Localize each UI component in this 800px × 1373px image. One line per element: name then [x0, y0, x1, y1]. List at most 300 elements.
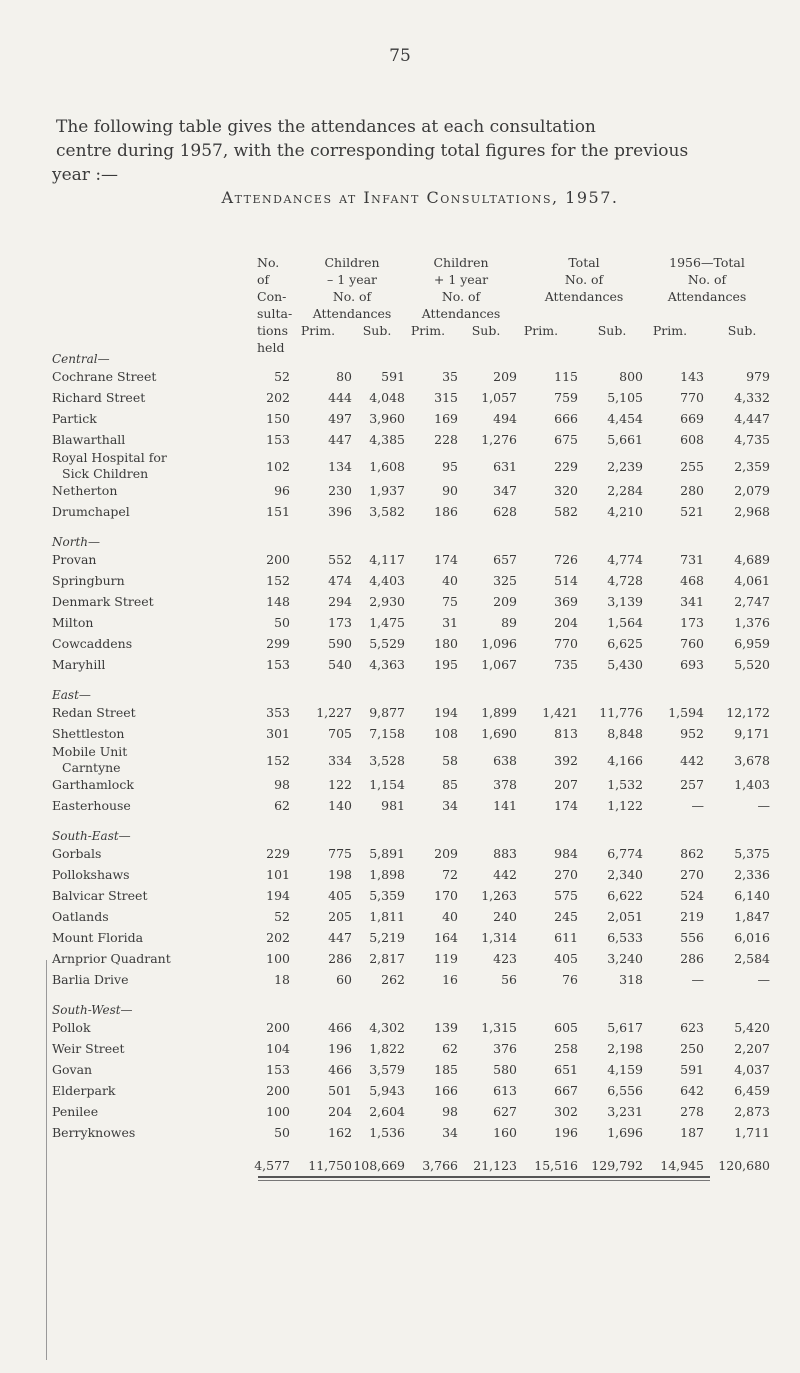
row-label-continued: Carntyne [62, 760, 121, 775]
cell-value: 230 [328, 483, 352, 498]
header-consultations-1: of [257, 272, 270, 287]
cell-value: 100 [266, 1104, 290, 1119]
cell-value: 258 [554, 1041, 578, 1056]
cell-value: 174 [434, 552, 458, 567]
cell-value: 497 [328, 411, 352, 426]
header-children-over-0: Children [433, 255, 489, 270]
cell-value: 278 [680, 1104, 704, 1119]
cell-value: 153 [266, 1062, 290, 1077]
cell-value: 1,403 [734, 777, 770, 792]
page-number: 75 [389, 46, 411, 66]
table-title-text: Attendances at Infant Consultations, 1957. [221, 188, 619, 207]
cell-value: 229 [554, 459, 578, 474]
cell-value: 90 [442, 483, 458, 498]
row-label: Richard Street [52, 390, 146, 405]
cell-value: 102 [266, 459, 290, 474]
row-label: Drumchapel [52, 504, 130, 519]
total-value: 15,516 [534, 1158, 578, 1173]
cell-value: 98 [442, 1104, 458, 1119]
cell-value: 169 [434, 411, 458, 426]
cell-value: 35 [442, 369, 458, 384]
cell-value: 1,532 [607, 777, 643, 792]
cell-value: 141 [493, 798, 517, 813]
table-row [0, 573, 800, 591]
cell-value: 140 [328, 798, 352, 813]
cell-value: 1,067 [481, 657, 517, 672]
header-sub-prim-2: Prim. [410, 323, 446, 338]
cell-value: 98 [274, 777, 290, 792]
cell-value: 4,735 [734, 432, 770, 447]
cell-value: 229 [266, 846, 290, 861]
cell-value: 474 [328, 573, 352, 588]
cell-value: 11,776 [599, 705, 643, 720]
cell-value: 1,594 [668, 705, 704, 720]
cell-value: 301 [266, 726, 290, 741]
row-label: Cowcaddens [52, 636, 133, 651]
row-label: Provan [52, 552, 97, 567]
cell-value: 6,959 [734, 636, 770, 651]
intro-line-2: centre during 1957, with the corresponding total figures for the previous [56, 141, 689, 161]
cell-value: 1,154 [369, 777, 405, 792]
cell-value: 540 [328, 657, 352, 672]
total-value: 3,766 [422, 1158, 458, 1173]
table-row [0, 1062, 800, 1080]
table-row [0, 411, 800, 429]
cell-value: 1,276 [481, 432, 517, 447]
cell-value: 286 [328, 951, 352, 966]
cell-value: 196 [328, 1041, 352, 1056]
cell-value: 280 [680, 483, 704, 498]
cell-value: 1,711 [734, 1125, 770, 1140]
table-row [0, 432, 800, 450]
cell-value: 286 [680, 951, 704, 966]
row-label: Redan Street [52, 705, 136, 720]
cell-value: 153 [266, 657, 290, 672]
header-sub-sub-3: Sub. [471, 323, 501, 338]
section-heading: South-West— [52, 1003, 133, 1017]
cell-value: 2,207 [734, 1041, 770, 1056]
cell-value: 31 [442, 615, 458, 630]
cell-value: 442 [680, 753, 704, 768]
header-children-under-1: – 1 year [326, 272, 378, 287]
table-row [0, 369, 800, 387]
cell-value: 5,891 [369, 846, 405, 861]
cell-value: 7,158 [369, 726, 405, 741]
cell-value: 270 [680, 867, 704, 882]
cell-value: 2,284 [607, 483, 643, 498]
cell-value: 6,533 [607, 930, 643, 945]
cell-value: 442 [493, 867, 517, 882]
cell-value: 4,037 [734, 1062, 770, 1077]
row-label: Cochrane Street [52, 369, 157, 384]
cell-value: 9,171 [734, 726, 770, 741]
cell-value: 582 [554, 504, 578, 519]
total-rule-thin [258, 1180, 710, 1181]
cell-value: 50 [274, 615, 290, 630]
total-value: 4,577 [254, 1158, 290, 1173]
cell-value: 444 [328, 390, 352, 405]
cell-value: 4,166 [607, 753, 643, 768]
cell-value: 60 [336, 972, 352, 987]
cell-value: 4,159 [607, 1062, 643, 1077]
cell-value: 8,848 [607, 726, 643, 741]
cell-value: 3,678 [734, 753, 770, 768]
cell-value: 52 [274, 369, 290, 384]
table-row [0, 726, 800, 744]
table-row [0, 846, 800, 864]
cell-value: 50 [274, 1125, 290, 1140]
total-value: 14,945 [660, 1158, 704, 1173]
cell-value: 187 [680, 1125, 704, 1140]
cell-value: 813 [554, 726, 578, 741]
cell-value: 1,263 [481, 888, 517, 903]
cell-value: 1,096 [481, 636, 517, 651]
cell-value: 204 [328, 1104, 352, 1119]
cell-value: 200 [266, 552, 290, 567]
header-sub-prim-0: Prim. [300, 323, 336, 338]
cell-value: 202 [266, 390, 290, 405]
table-row [0, 1125, 800, 1143]
cell-value: 4,447 [734, 411, 770, 426]
cell-value: 1,696 [607, 1125, 643, 1140]
cell-value: 104 [266, 1041, 290, 1056]
cell-value: 675 [554, 432, 578, 447]
cell-value: 139 [434, 1020, 458, 1035]
row-label: Balvicar Street [52, 888, 148, 903]
cell-value: 6,622 [607, 888, 643, 903]
cell-value: 152 [266, 573, 290, 588]
cell-value: 6,625 [607, 636, 643, 651]
cell-value: 3,528 [369, 753, 405, 768]
cell-value: 5,943 [369, 1083, 405, 1098]
cell-value: 56 [501, 972, 517, 987]
cell-value: 95 [442, 459, 458, 474]
cell-value: 5,359 [369, 888, 405, 903]
cell-value: 219 [680, 909, 704, 924]
header-total-0: Total [568, 255, 600, 270]
header-children-under-0: Children [324, 255, 380, 270]
section-heading: East— [52, 688, 91, 702]
cell-value: 1,227 [316, 705, 352, 720]
cell-value: 1,899 [481, 705, 517, 720]
table-row [0, 1104, 800, 1122]
cell-value: 58 [442, 753, 458, 768]
cell-value: 623 [680, 1020, 704, 1035]
cell-value: 52 [274, 909, 290, 924]
cell-value: 760 [680, 636, 704, 651]
table-row [0, 594, 800, 612]
cell-value: 4,689 [734, 552, 770, 567]
cell-value: 883 [493, 846, 517, 861]
row-label: Barlia Drive [52, 972, 129, 987]
cell-value: 80 [336, 369, 352, 384]
cell-value: 1,421 [542, 705, 578, 720]
cell-value: 334 [328, 753, 352, 768]
cell-value: 196 [554, 1125, 578, 1140]
cell-value: 770 [680, 390, 704, 405]
table-row [0, 657, 800, 675]
cell-value: 378 [493, 777, 517, 792]
cell-value: 392 [554, 753, 578, 768]
cell-value: 2,051 [607, 909, 643, 924]
row-label: Netherton [52, 483, 118, 498]
cell-value: 862 [680, 846, 704, 861]
cell-value: 174 [554, 798, 578, 813]
cell-value: 2,747 [734, 594, 770, 609]
cell-value: 205 [328, 909, 352, 924]
cell-value: 2,239 [607, 459, 643, 474]
cell-value: 5,520 [734, 657, 770, 672]
cell-value: 245 [554, 909, 578, 924]
cell-value: 166 [434, 1083, 458, 1098]
cell-value: 202 [266, 930, 290, 945]
cell-value: 1,315 [481, 1020, 517, 1035]
header-1956-0: 1956—Total [669, 255, 745, 270]
cell-value: 369 [554, 594, 578, 609]
cell-value: 5,105 [607, 390, 643, 405]
cell-value: 18 [274, 972, 290, 987]
cell-value: 556 [680, 930, 704, 945]
table-row [0, 972, 800, 990]
cell-value: 627 [493, 1104, 517, 1119]
cell-value: 4,728 [607, 573, 643, 588]
cell-value: 405 [328, 888, 352, 903]
table-title [60, 188, 780, 207]
cell-value: 775 [328, 846, 352, 861]
cell-value: 642 [680, 1083, 704, 1098]
table-row [0, 798, 800, 816]
cell-value: 4,403 [369, 573, 405, 588]
cell-value: 194 [434, 705, 458, 720]
cell-value: 12,172 [726, 705, 770, 720]
table-row [0, 909, 800, 927]
row-label: Elderpark [52, 1083, 116, 1098]
cell-value: 4,061 [734, 573, 770, 588]
cell-value: 521 [680, 504, 704, 519]
header-children-over-1: + 1 year [433, 272, 489, 287]
cell-value: 250 [680, 1041, 704, 1056]
cell-value: 3,579 [369, 1062, 405, 1077]
header-sub-sub-1: Sub. [362, 323, 392, 338]
row-label: Govan [52, 1062, 93, 1077]
section-heading: North— [52, 535, 101, 549]
cell-value: 318 [619, 972, 643, 987]
cell-value: 800 [619, 369, 643, 384]
cell-value: 3,139 [607, 594, 643, 609]
cell-value: 376 [493, 1041, 517, 1056]
header-consultations-4: tions [257, 323, 289, 338]
cell-value: 194 [266, 888, 290, 903]
header-total-1: No. of [564, 272, 604, 287]
cell-value: 5,617 [607, 1020, 643, 1035]
cell-value: 726 [554, 552, 578, 567]
header-1956-1: No. of [687, 272, 727, 287]
cell-value: 981 [381, 798, 405, 813]
total-value: 21,123 [473, 1158, 517, 1173]
header-total-2: Attendances [544, 289, 624, 304]
cell-value: 651 [554, 1062, 578, 1077]
cell-value: 325 [493, 573, 517, 588]
cell-value: 2,198 [607, 1041, 643, 1056]
cell-value: 759 [554, 390, 578, 405]
cell-value: 1,057 [481, 390, 517, 405]
cell-value: 466 [328, 1062, 352, 1077]
cell-value: 200 [266, 1083, 290, 1098]
cell-value: 2,584 [734, 951, 770, 966]
table-row [0, 615, 800, 633]
cell-value: 5,430 [607, 657, 643, 672]
row-label: Garthamlock [52, 777, 134, 792]
cell-value: 4,048 [369, 390, 405, 405]
cell-value: 151 [266, 504, 290, 519]
cell-value: 195 [434, 657, 458, 672]
header-children-under-2: No. of [332, 289, 372, 304]
cell-value: 447 [328, 930, 352, 945]
cell-value: 667 [554, 1083, 578, 1098]
cell-value: 240 [493, 909, 517, 924]
header-children-over-3: Attendances [421, 306, 501, 321]
cell-value: 72 [442, 867, 458, 882]
row-label: Denmark Street [52, 594, 154, 609]
cell-value: 4,454 [607, 411, 643, 426]
row-label-continued: Sick Children [62, 466, 149, 481]
cell-value: 1,536 [369, 1125, 405, 1140]
cell-value: 100 [266, 951, 290, 966]
cell-value: 5,375 [734, 846, 770, 861]
cell-value: 3,960 [369, 411, 405, 426]
table-row [0, 951, 800, 969]
header-consultations-0: No. [257, 255, 280, 270]
cell-value: 347 [493, 483, 517, 498]
cell-value: 34 [442, 798, 458, 813]
cell-value: 735 [554, 657, 578, 672]
row-label: Milton [52, 615, 94, 630]
cell-value: 34 [442, 1125, 458, 1140]
cell-value: 2,079 [734, 483, 770, 498]
cell-value: 1,898 [369, 867, 405, 882]
row-label: Pollok [52, 1020, 91, 1035]
row-label: Royal Hospital for [52, 450, 167, 465]
cell-value: 302 [554, 1104, 578, 1119]
cell-value: — [757, 972, 770, 987]
cell-value: 423 [493, 951, 517, 966]
cell-value: 628 [493, 504, 517, 519]
cell-value: 4,302 [369, 1020, 405, 1035]
cell-value: 1,690 [481, 726, 517, 741]
cell-value: 153 [266, 432, 290, 447]
cell-value: 2,340 [607, 867, 643, 882]
cell-value: 228 [434, 432, 458, 447]
cell-value: 160 [493, 1125, 517, 1140]
cell-value: 4,363 [369, 657, 405, 672]
cell-value: 468 [680, 573, 704, 588]
cell-value: 186 [434, 504, 458, 519]
cell-value: 341 [680, 594, 704, 609]
cell-value: 608 [680, 432, 704, 447]
cell-value: 3,240 [607, 951, 643, 966]
cell-value: 85 [442, 777, 458, 792]
row-label: Mount Florida [52, 930, 144, 945]
cell-value: 501 [328, 1083, 352, 1098]
cell-value: 270 [554, 867, 578, 882]
cell-value: — [757, 798, 770, 813]
cell-value: 770 [554, 636, 578, 651]
table-row [0, 1041, 800, 1059]
cell-value: 2,359 [734, 459, 770, 474]
cell-value: 2,336 [734, 867, 770, 882]
cell-value: 613 [493, 1083, 517, 1098]
cell-value: 164 [434, 930, 458, 945]
cell-value: 2,817 [369, 951, 405, 966]
cell-value: 447 [328, 432, 352, 447]
cell-value: 5,661 [607, 432, 643, 447]
total-value: 108,669 [353, 1158, 405, 1173]
header-children-under-3: Attendances [312, 306, 392, 321]
cell-value: 209 [493, 369, 517, 384]
cell-value: 575 [554, 888, 578, 903]
cell-value: 657 [493, 552, 517, 567]
cell-value: 1,847 [734, 909, 770, 924]
header-sub-sub-5: Sub. [597, 323, 627, 338]
cell-value: 514 [554, 573, 578, 588]
cell-value: 209 [434, 846, 458, 861]
header-consultations-2: Con- [257, 289, 287, 304]
cell-value: 6,016 [734, 930, 770, 945]
cell-value: 5,420 [734, 1020, 770, 1035]
cell-value: 3,582 [369, 504, 405, 519]
cell-value: 101 [266, 867, 290, 882]
cell-value: 984 [554, 846, 578, 861]
row-label: Gorbals [52, 846, 102, 861]
cell-value: 2,968 [734, 504, 770, 519]
table-row [0, 552, 800, 570]
cell-value: 1,937 [369, 483, 405, 498]
cell-value: 638 [493, 753, 517, 768]
cell-value: 580 [493, 1062, 517, 1077]
cell-value: 207 [554, 777, 578, 792]
row-label: Arnprior Quadrant [52, 951, 171, 966]
cell-value: 1,822 [369, 1041, 405, 1056]
table-row [0, 867, 800, 885]
header-sub-prim-6: Prim. [652, 323, 688, 338]
cell-value: 731 [680, 552, 704, 567]
header-sub-prim-4: Prim. [523, 323, 559, 338]
table-row [0, 504, 800, 522]
cell-value: 6,459 [734, 1083, 770, 1098]
cell-value: 152 [266, 753, 290, 768]
cell-value: 96 [274, 483, 290, 498]
cell-value: 62 [274, 798, 290, 813]
header-1956-2: Attendances [667, 289, 747, 304]
cell-value: 143 [680, 369, 704, 384]
table-row [0, 450, 800, 481]
cell-value: 1,475 [369, 615, 405, 630]
section-heading: South-East— [52, 829, 131, 843]
cell-value: 353 [266, 705, 290, 720]
cell-value: 115 [554, 369, 578, 384]
cell-value: 4,774 [607, 552, 643, 567]
cell-value: 552 [328, 552, 352, 567]
cell-value: 173 [328, 615, 352, 630]
row-label: Partick [52, 411, 97, 426]
cell-value: 108 [434, 726, 458, 741]
table-row [0, 1020, 800, 1038]
cell-value: 134 [328, 459, 352, 474]
cell-value: 2,873 [734, 1104, 770, 1119]
cell-value: 294 [328, 594, 352, 609]
row-label: Maryhill [52, 657, 106, 672]
row-label: Shettleston [52, 726, 125, 741]
